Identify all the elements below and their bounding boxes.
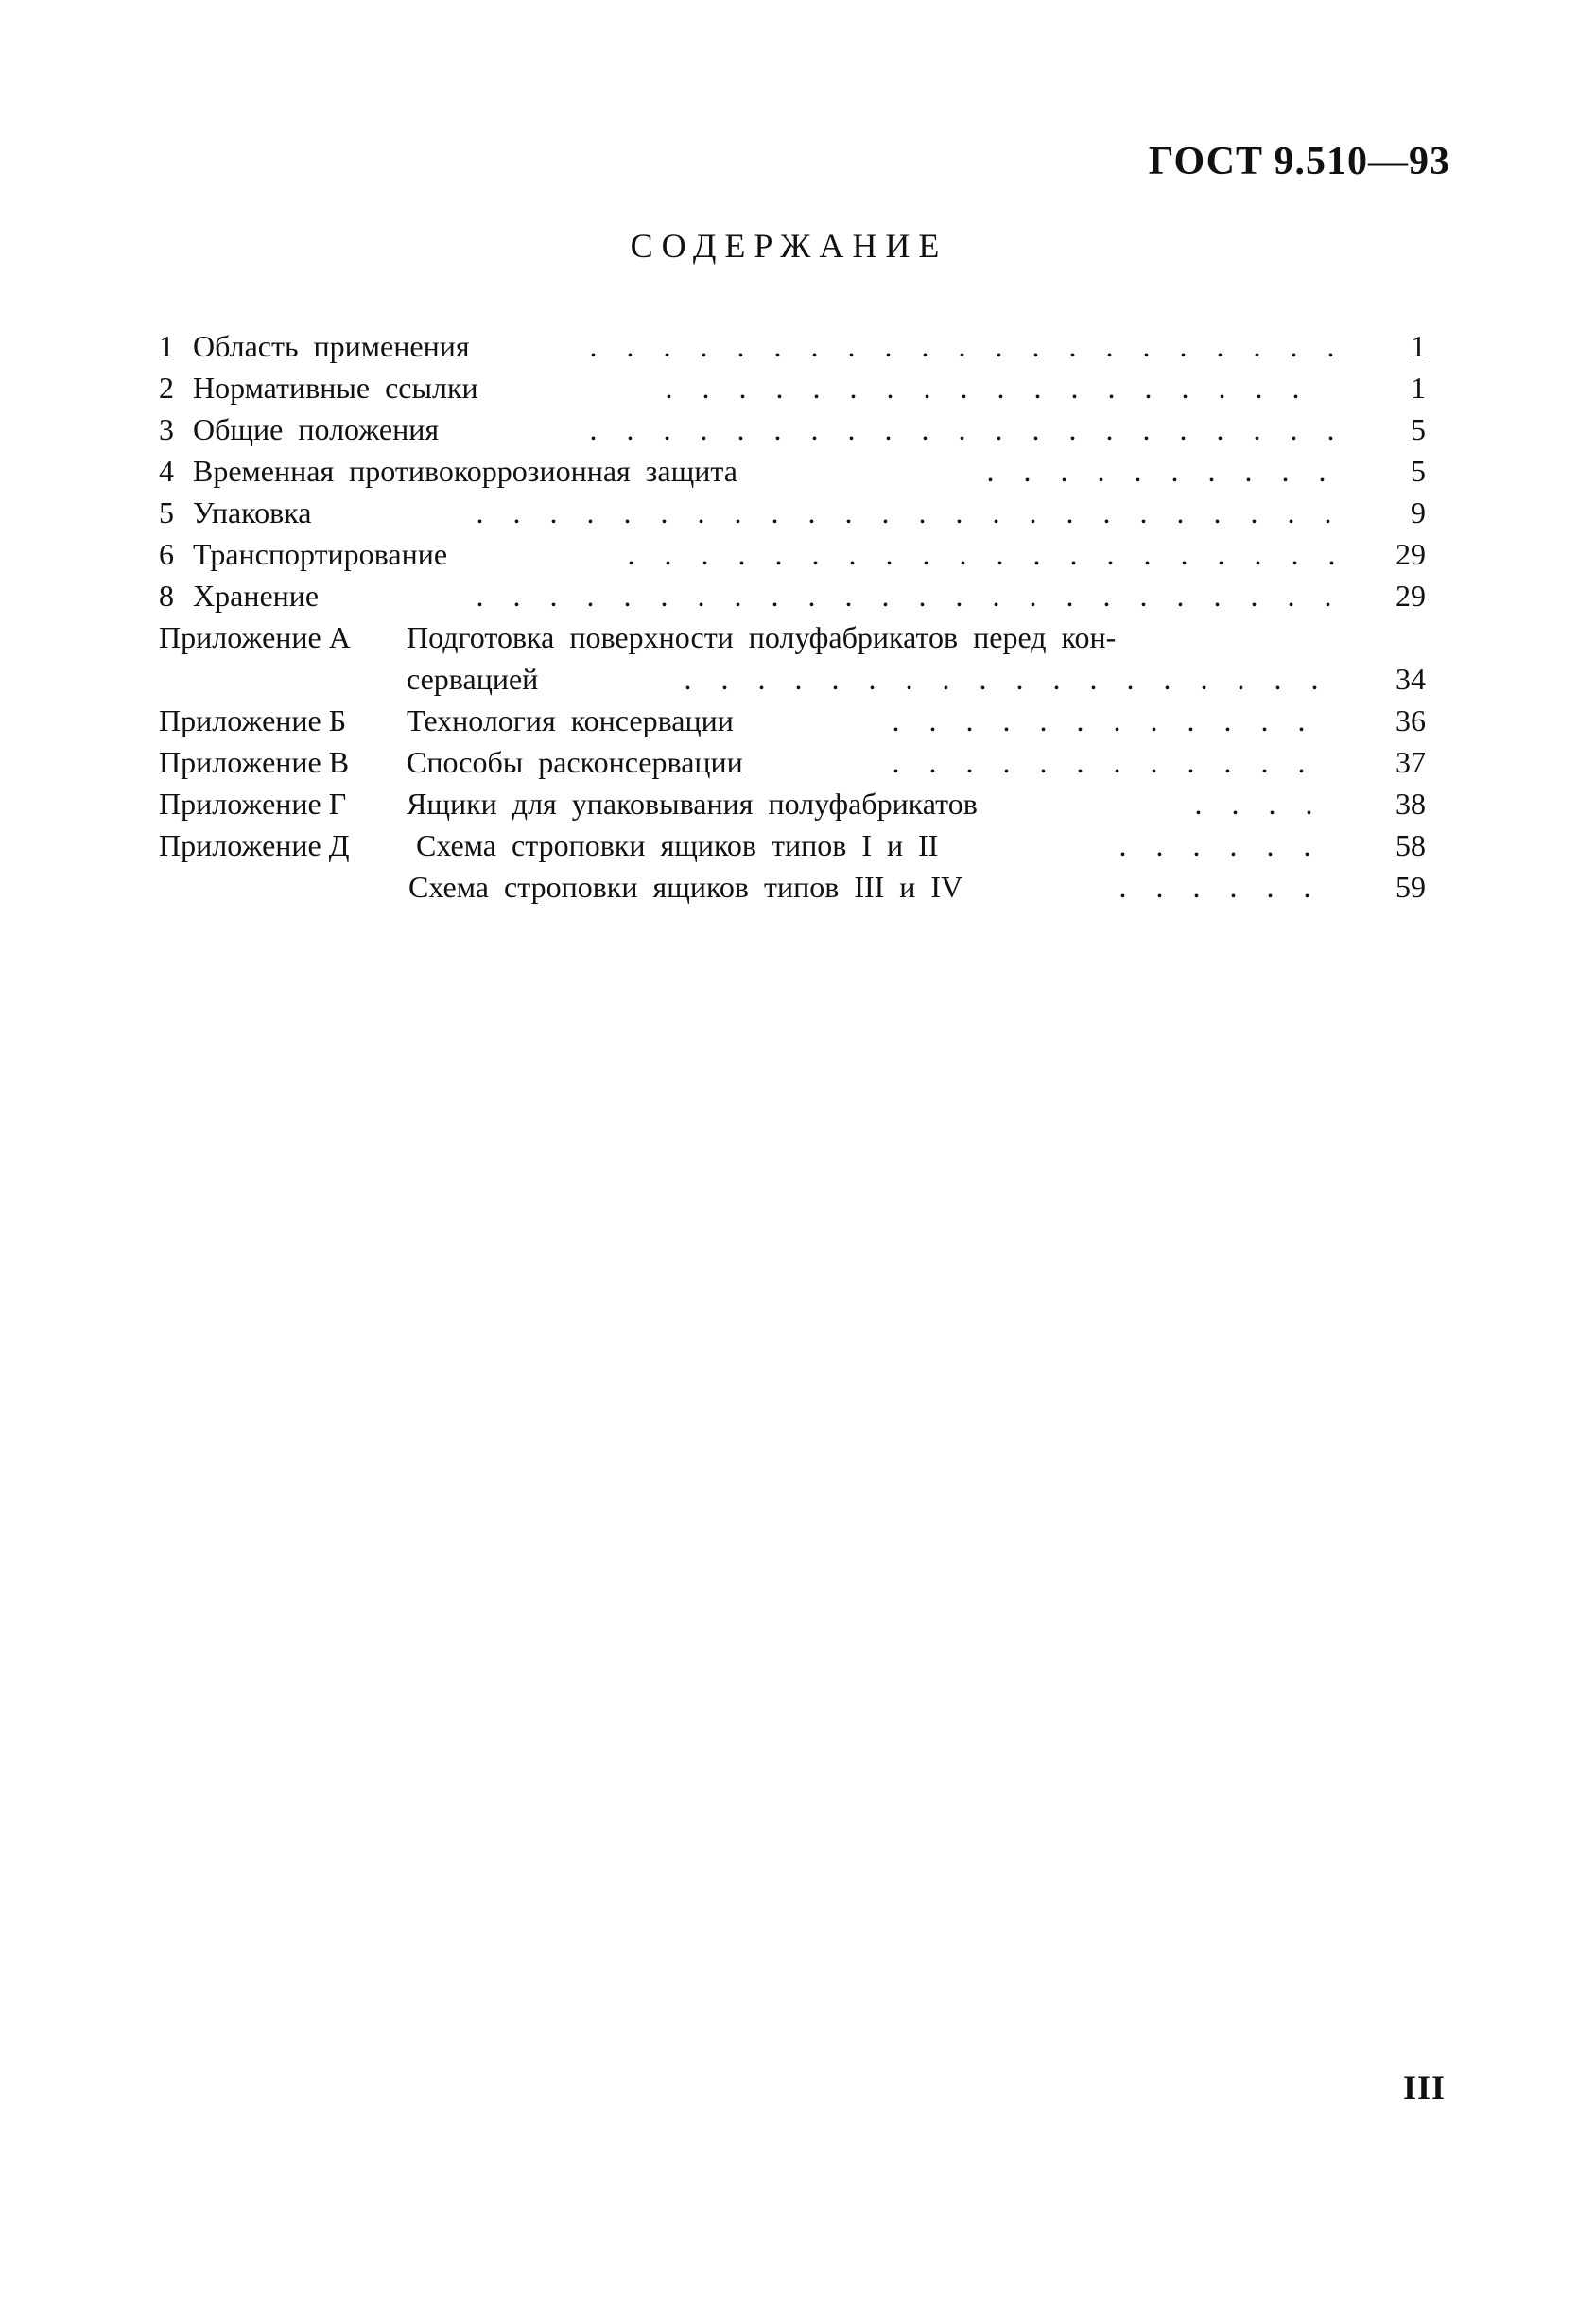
leader-dot: .: [549, 579, 558, 613]
leader-dot: .: [1327, 412, 1335, 446]
leader-dot: .: [664, 537, 672, 571]
leader-dot: .: [1113, 745, 1121, 779]
leader-dot: .: [892, 745, 900, 779]
leader-dot: .: [1253, 329, 1261, 363]
leader-dot: .: [965, 745, 974, 779]
leader-dot: .: [1179, 412, 1188, 446]
leader-dot: .: [476, 579, 484, 613]
leader-dot: .: [700, 329, 708, 363]
leader-dot: .: [884, 329, 893, 363]
leader-dot: .: [1324, 579, 1332, 613]
leader-dot: .: [1327, 329, 1335, 363]
leader-dot: .: [1200, 662, 1208, 696]
leader-dot: .: [1113, 703, 1121, 737]
leader-dots: [613, 533, 1350, 575]
leader-dot: .: [697, 579, 705, 613]
leader-dot: .: [1318, 454, 1327, 488]
leader-dot: .: [665, 371, 673, 405]
leader-dot: .: [807, 579, 816, 613]
leader-dot: .: [1287, 579, 1295, 613]
leader-dot: .: [881, 495, 890, 529]
toc-entry: [159, 824, 1426, 866]
page-number: III: [1402, 2069, 1446, 2107]
leader-dot: .: [774, 537, 783, 571]
toc-entry: [159, 700, 1426, 741]
leader-dots: [877, 741, 1350, 783]
toc-entry-title: Область применения: [193, 329, 470, 363]
leader-dot: .: [849, 371, 858, 405]
leader-dot: .: [807, 495, 816, 529]
toc-entry-page: 58: [1396, 828, 1426, 862]
leader-dot: .: [660, 495, 668, 529]
leader-dot: .: [1143, 537, 1152, 571]
toc-entry-number: 3: [159, 412, 174, 446]
toc-entry: [159, 533, 1426, 575]
leader-dot: .: [1139, 495, 1148, 529]
leader-dot: .: [660, 579, 668, 613]
leader-dot: .: [626, 412, 634, 446]
leader-dot: .: [773, 412, 782, 446]
leader-dot: .: [1107, 371, 1116, 405]
document-code: ГОСТ 9.510—93: [1148, 140, 1450, 183]
leader-dot: .: [1029, 495, 1037, 529]
toc-entry-page: 1: [1411, 371, 1426, 405]
toc-entry: [159, 408, 1426, 450]
leader-dot: .: [1217, 537, 1225, 571]
leader-dot: .: [1150, 703, 1158, 737]
leader-dot: .: [1229, 828, 1238, 862]
leader-dot: .: [942, 662, 950, 696]
leader-dot: .: [1274, 662, 1282, 696]
leader-dot: .: [702, 371, 710, 405]
leader-dot: .: [1179, 329, 1188, 363]
leader-dot: .: [1253, 412, 1261, 446]
leader-dot: .: [734, 495, 742, 529]
leader-dot: .: [1102, 579, 1111, 613]
leader-dot: .: [1032, 537, 1041, 571]
leader-dot: .: [1305, 787, 1313, 821]
leader-dot: .: [1066, 579, 1074, 613]
leader-dot: .: [847, 412, 856, 446]
leader-dot: .: [1033, 371, 1042, 405]
leader-dot: .: [1297, 745, 1306, 779]
leader-dot: .: [1102, 495, 1111, 529]
leader-dot: .: [1237, 662, 1245, 696]
leader-dot: .: [1223, 703, 1232, 737]
leader-dot: .: [476, 495, 484, 529]
leader-dot: .: [734, 579, 742, 613]
toc-entry-title: Временная противокоррозионная защита: [193, 454, 737, 488]
toc-title: СОДЕРЖАНИЕ: [630, 227, 948, 265]
leader-dots: [461, 492, 1350, 533]
toc-entry-page: 59: [1396, 870, 1426, 904]
leader-dot: .: [1192, 870, 1201, 904]
leader-dot: .: [844, 495, 853, 529]
leader-dot: .: [773, 329, 782, 363]
leader-dot: .: [1216, 329, 1224, 363]
leader-dot: .: [589, 412, 598, 446]
leader-dot: .: [1052, 662, 1061, 696]
leader-dot: .: [844, 579, 853, 613]
toc-entry-page: 9: [1411, 495, 1426, 529]
toc-entry-title: Схема строповки ящиков типов III и IV: [408, 870, 963, 904]
leader-dot: .: [1297, 703, 1306, 737]
leader-dot: .: [1069, 537, 1078, 571]
toc-entry-number: 6: [159, 537, 174, 571]
leader-dot: .: [627, 537, 635, 571]
leader-dot: .: [1039, 703, 1048, 737]
leader-dot: .: [684, 662, 692, 696]
leader-dot: .: [1118, 870, 1127, 904]
toc-entry-title: Способы расконсервации: [407, 745, 743, 779]
toc-entry-page: 36: [1396, 703, 1426, 737]
leader-dots: [575, 408, 1350, 450]
leader-dot: .: [979, 662, 987, 696]
leader-dot: .: [1231, 787, 1240, 821]
leader-dot: .: [1134, 454, 1142, 488]
leader-dot: .: [1118, 828, 1127, 862]
leader-dot: .: [1250, 579, 1258, 613]
leader-dot: .: [1097, 454, 1105, 488]
leader-dot: .: [881, 579, 890, 613]
leader-dot: .: [955, 495, 963, 529]
leader-dot: .: [811, 537, 820, 571]
leader-dot: .: [1068, 329, 1077, 363]
leader-dot: .: [1142, 412, 1151, 446]
toc-entry-page: 29: [1396, 537, 1426, 571]
leader-dot: .: [995, 412, 1003, 446]
leader-dot: .: [1260, 703, 1269, 737]
leader-dot: .: [663, 412, 671, 446]
leader-dot: .: [1032, 329, 1040, 363]
toc-entry-number: Приложение А: [159, 620, 351, 654]
leader-dot: .: [848, 537, 857, 571]
leader-dot: .: [1106, 537, 1115, 571]
leader-dot: .: [997, 371, 1005, 405]
leader-dot: .: [775, 371, 784, 405]
leader-dot: .: [992, 495, 1000, 529]
toc-entry-page: 37: [1396, 745, 1426, 779]
toc-entry-number: 1: [159, 329, 174, 363]
leader-dot: .: [1023, 454, 1032, 488]
leader-dot: .: [1310, 662, 1319, 696]
leader-dot: .: [589, 329, 598, 363]
leader-dot: .: [1229, 870, 1238, 904]
leader-dot: .: [549, 495, 558, 529]
toc-entry: [159, 866, 1426, 908]
leader-dot: .: [737, 412, 745, 446]
leader-dot: .: [1254, 537, 1262, 571]
leader-dot: .: [720, 662, 729, 696]
toc-entry-title: Транспортирование: [193, 537, 448, 571]
toc-entry: [159, 325, 1426, 367]
leader-dot: .: [512, 579, 521, 613]
leader-dot: .: [512, 495, 521, 529]
leader-dot: .: [921, 329, 929, 363]
leader-dot: .: [1029, 579, 1037, 613]
leader-dot: .: [697, 495, 705, 529]
leader-dot: .: [1216, 412, 1224, 446]
leader-dots: [877, 700, 1350, 741]
leader-dot: .: [1155, 828, 1164, 862]
toc-entry-title: Хранение: [193, 579, 320, 613]
leader-dot: .: [1223, 745, 1232, 779]
toc-entry: [159, 783, 1426, 824]
leader-dot: .: [1218, 371, 1226, 405]
leader-dot: .: [1213, 495, 1222, 529]
leader-dot: .: [1105, 412, 1114, 446]
leader-dot: .: [810, 412, 819, 446]
leader-dot: .: [794, 662, 803, 696]
leader-dot: .: [1287, 495, 1295, 529]
leader-dot: .: [868, 662, 876, 696]
toc-entry-title: Общие положения: [193, 412, 440, 446]
leader-dot: .: [1155, 870, 1164, 904]
toc-entry-title: Ящики для упаковывания полуфабрикатов: [407, 787, 978, 821]
leader-dot: .: [886, 371, 894, 405]
leader-dot: .: [1324, 495, 1332, 529]
leader-dot: .: [626, 329, 634, 363]
leader-dot: .: [1255, 371, 1263, 405]
toc-entry-number: Приложение В: [159, 745, 350, 779]
toc-entry: [159, 658, 1426, 700]
leader-dots: [1104, 866, 1350, 908]
leader-dot: .: [623, 579, 632, 613]
toc-entry-number: 5: [159, 495, 174, 529]
toc-entry: [159, 741, 1426, 783]
leader-dot: .: [922, 537, 930, 571]
leader-dot: .: [586, 495, 595, 529]
toc-entry-title: Упаковка: [193, 495, 312, 529]
leader-dot: .: [1260, 745, 1269, 779]
leader-dot: .: [1194, 787, 1203, 821]
leader-dot: .: [1281, 454, 1290, 488]
leader-dot: .: [1180, 537, 1188, 571]
leader-dot: .: [1176, 579, 1185, 613]
leader-dot: .: [701, 537, 709, 571]
leader-dots: [1180, 783, 1350, 824]
leader-dot: .: [1176, 495, 1185, 529]
leader-dot: .: [1250, 495, 1258, 529]
leader-dot: .: [960, 371, 968, 405]
toc-entry-title: Подготовка поверхности полуфабрикатов перед кон-: [407, 620, 1117, 654]
leader-dot: .: [1244, 454, 1253, 488]
toc-entry-page: 1: [1411, 329, 1426, 363]
toc-entry: [159, 575, 1426, 616]
leader-dot: .: [1207, 454, 1216, 488]
leader-dot: .: [928, 745, 937, 779]
leader-dot: .: [1142, 329, 1151, 363]
toc-entry: [159, 616, 1426, 658]
toc-entry-number: 2: [159, 371, 174, 405]
leader-dot: .: [1126, 662, 1135, 696]
leader-dot: .: [892, 703, 900, 737]
leader-dot: .: [1266, 870, 1275, 904]
leader-dot: .: [1290, 329, 1298, 363]
leader-dot: .: [959, 537, 967, 571]
leader-dot: .: [955, 579, 963, 613]
toc-entry-title: Технология консервации: [407, 703, 734, 737]
leader-dot: .: [1290, 412, 1298, 446]
leader-dot: .: [810, 329, 819, 363]
leader-dot: .: [737, 329, 745, 363]
leader-dot: .: [1068, 412, 1077, 446]
leader-dot: .: [1002, 703, 1011, 737]
leader-dot: .: [1070, 371, 1079, 405]
leader-dot: .: [586, 579, 595, 613]
leader-dots: [972, 450, 1350, 492]
leader-dot: .: [1213, 579, 1222, 613]
leader-dot: .: [958, 329, 966, 363]
toc-entry-title: Схема строповки ящиков типов I и II: [416, 828, 939, 862]
toc-entry-title: Нормативные ссылки: [193, 371, 478, 405]
leader-dot: .: [1163, 662, 1171, 696]
toc-entry-page: 38: [1396, 787, 1426, 821]
toc-entry-number: 8: [159, 579, 174, 613]
leader-dot: .: [1192, 828, 1201, 862]
leader-dot: .: [923, 371, 931, 405]
leader-dot: .: [992, 579, 1000, 613]
leader-dot: .: [663, 329, 671, 363]
leader-dot: .: [1291, 537, 1299, 571]
toc-entry-page: 34: [1396, 662, 1426, 696]
leader-dot: .: [918, 495, 927, 529]
leader-dot: .: [958, 412, 966, 446]
leader-dot: .: [1039, 745, 1048, 779]
toc-entry-title: сервацией: [407, 662, 539, 696]
toc-entry: [159, 367, 1426, 408]
leader-dot: .: [771, 579, 779, 613]
leader-dot: .: [1089, 662, 1098, 696]
leader-dot: .: [905, 662, 913, 696]
leader-dot: .: [738, 371, 747, 405]
leader-dot: .: [757, 662, 766, 696]
leader-dot: .: [812, 371, 821, 405]
leader-dot: .: [1303, 828, 1311, 862]
toc-entry-page: 5: [1411, 412, 1426, 446]
leader-dots: [650, 367, 1350, 408]
leader-dot: .: [1139, 579, 1148, 613]
leader-dot: .: [1076, 703, 1084, 737]
toc-entry-page: 5: [1411, 454, 1426, 488]
toc-entry: [159, 450, 1426, 492]
leader-dot: .: [921, 412, 929, 446]
leader-dot: .: [885, 537, 893, 571]
toc-entry-number: Приложение Б: [159, 703, 347, 737]
leader-dot: .: [928, 703, 937, 737]
leader-dot: .: [1303, 870, 1311, 904]
leader-dot: .: [847, 329, 856, 363]
leader-dot: .: [1150, 745, 1158, 779]
leader-dot: .: [965, 703, 974, 737]
leader-dot: .: [884, 412, 893, 446]
leader-dot: .: [918, 579, 927, 613]
leader-dot: .: [831, 662, 840, 696]
leader-dot: .: [1066, 495, 1074, 529]
leader-dot: .: [1170, 454, 1179, 488]
toc-entry: [159, 492, 1426, 533]
leader-dot: .: [737, 537, 746, 571]
leader-dot: .: [1268, 787, 1276, 821]
leader-dot: .: [996, 537, 1004, 571]
leader-dots: [1104, 824, 1350, 866]
leader-dot: .: [1105, 329, 1114, 363]
leader-dot: .: [1187, 745, 1195, 779]
leader-dot: .: [1060, 454, 1068, 488]
leader-dot: .: [1144, 371, 1153, 405]
leader-dot: .: [1015, 662, 1024, 696]
leader-dot: .: [995, 329, 1003, 363]
leader-dot: .: [1181, 371, 1189, 405]
toc-entry-number: 4: [159, 454, 174, 488]
leader-dot: .: [986, 454, 995, 488]
leader-dot: .: [1266, 828, 1275, 862]
leader-dot: .: [1002, 745, 1011, 779]
leader-dot: .: [623, 495, 632, 529]
leader-dot: .: [1327, 537, 1336, 571]
leader-dot: .: [771, 495, 779, 529]
leader-dot: .: [700, 412, 708, 446]
leader-dots: [575, 325, 1350, 367]
toc-entry-page: 29: [1396, 579, 1426, 613]
toc-entry-number: Приложение Д: [159, 828, 350, 862]
leader-dot: .: [1292, 371, 1300, 405]
toc-entry-number: Приложение Г: [159, 787, 347, 821]
table-of-contents: [159, 325, 1426, 908]
leader-dot: .: [1076, 745, 1084, 779]
leader-dots: [669, 658, 1350, 700]
leader-dot: .: [1032, 412, 1040, 446]
leader-dots: [461, 575, 1350, 616]
leader-dot: .: [1187, 703, 1195, 737]
